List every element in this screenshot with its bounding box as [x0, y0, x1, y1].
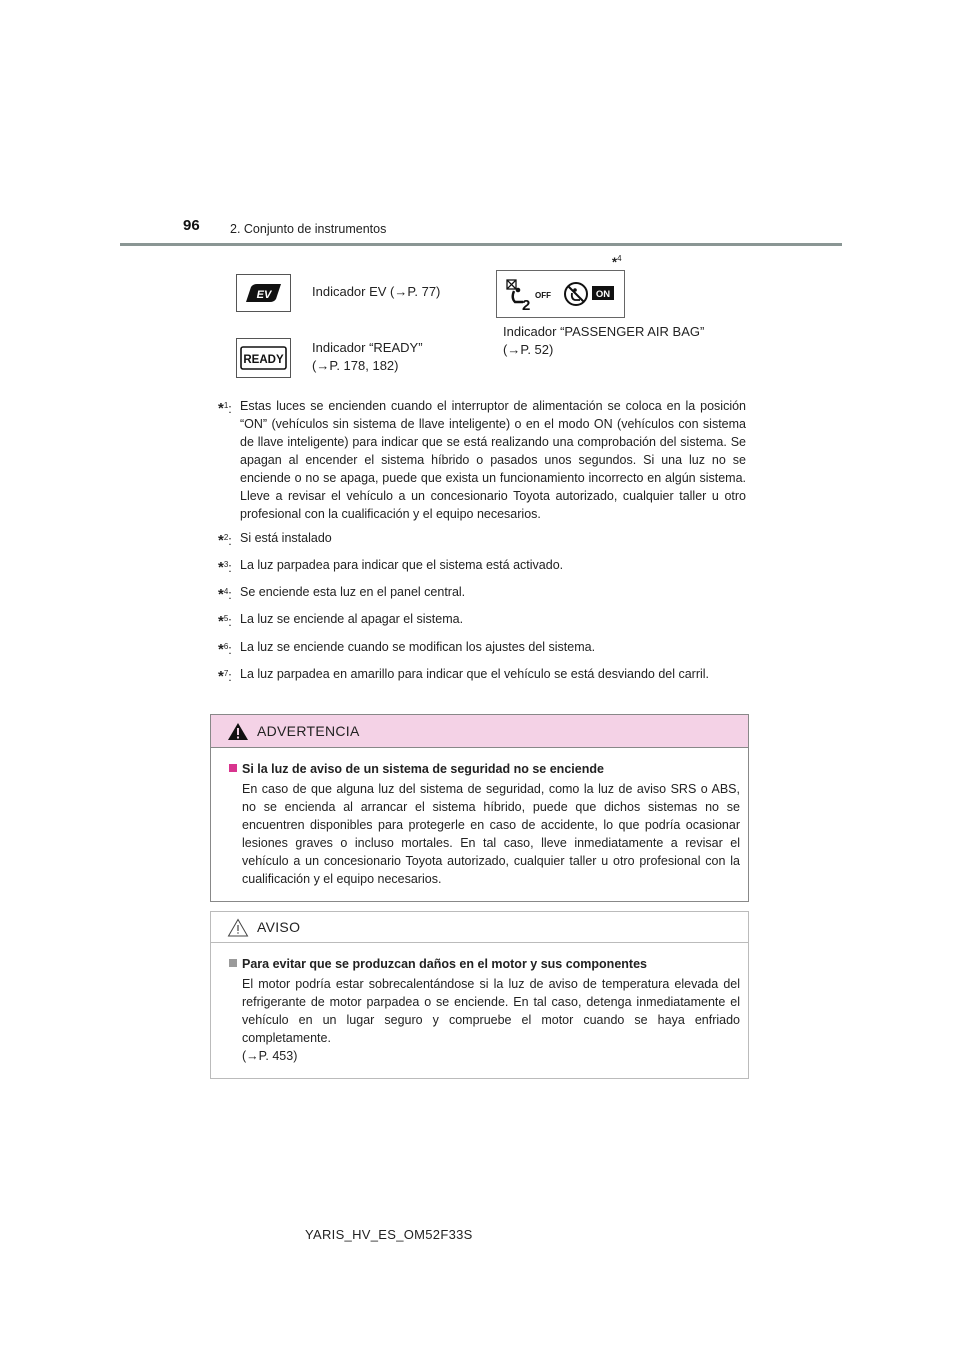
footnote-marker: *$^2$:: [218, 532, 232, 550]
section-title: 2. Conjunto de instrumentos: [230, 222, 387, 236]
ready-indicator-label: [312, 339, 423, 375]
ev-indicator-icon: [236, 274, 291, 312]
footnote: [218, 665, 746, 686]
footnote: [218, 556, 746, 577]
airbag-footnote-marker: *$^4$: [612, 254, 622, 270]
notice-text: El motor podría estar sobrecalentándose si la luz de aviso de temperatura elevada del refrigerante de motor parpadea o se enciende. En tal caso, detenga inmediatamente el vehículo en un lugar seguro y compruebe el motor cuando se haya enfriado completamente.: [242, 977, 740, 1045]
ready-indicator-icon: [236, 338, 291, 378]
footnote: [218, 583, 746, 604]
ready-label-line2: (→P. 178, 182): [312, 358, 399, 373]
footnote-text: La luz se enciende cuando se modifican los ajustes del sistema.: [240, 639, 596, 654]
notice-reference: (→P. 453): [242, 1049, 298, 1063]
bullet-square-icon: [229, 764, 237, 772]
airbag-label-line2: (→P. 52): [503, 342, 554, 357]
notice-triangle-icon: [227, 918, 249, 937]
bullet-square-icon: [229, 959, 237, 967]
footnotes: [218, 397, 746, 692]
footnote: [218, 397, 746, 523]
airbag-on-symbol: [565, 283, 614, 305]
ready-icon-text: READY: [243, 354, 284, 366]
header-rule: [120, 243, 842, 246]
footnote-text: La luz se enciende al apagar el sistema.: [240, 612, 464, 627]
off-label: OFF: [535, 291, 551, 300]
airbag-indicator-label: [503, 323, 704, 359]
warning-header: [211, 715, 748, 748]
warning-box: [210, 714, 749, 902]
notice-heading: Para evitar que se produzcan daños en el motor y sus componentes: [229, 955, 740, 973]
airbag-off-symbol: [507, 280, 551, 314]
footnote-text: Si está instalado: [240, 531, 332, 545]
seat-number: 2: [522, 297, 531, 314]
footnote-marker: *$^7$:: [218, 667, 232, 685]
page-number: 96: [183, 217, 200, 234]
footnote-text: La luz parpadea en amarillo para indicar que el vehículo se está desviando del carril.: [240, 666, 710, 681]
footnote-marker: *$^1$:: [218, 400, 232, 418]
warning-heading: Si la luz de aviso de un sistema de seguridad no se enciende: [229, 760, 740, 778]
footnote-marker: *$^4$:: [218, 586, 232, 604]
airbag-label-line1: Indicador “PASSENGER AIR BAG”: [503, 324, 705, 339]
notice-header: [211, 912, 748, 943]
footnote: [218, 610, 746, 631]
document-code: YARIS_HV_ES_OM52F33S: [305, 1227, 473, 1242]
footnote-text: Se enciende esta luz en el panel central.: [240, 585, 466, 600]
notice-title: AVISO: [257, 919, 301, 935]
footnote: [218, 529, 746, 550]
warning-title: ADVERTENCIA: [257, 723, 360, 739]
ev-icon-text: EV: [256, 289, 272, 301]
footnote-marker: *$^6$:: [218, 640, 232, 658]
footnote-text: Estas luces se encienden cuando el interruptor de alimentación se coloca en la posición “ON” (vehículos sin sistema de llave inteligente) o en el modo ON (vehículos con sistema de llave inteligente) para indicar que se está realizando una comprobación del sistema. Se apagan al encender el sistema híbrido o pasados unos segundos. Si una luz no se enciende o no se apaga, puede que exista un funcionamiento incorrecto en algún sistema. Lleve a revisar el vehículo a un concesionario Toyota autorizado, cualquier taller u otro profesional con la cualificación y el equipo necesarios.: [240, 399, 746, 521]
warning-text: En caso de que alguna luz del sistema de seguridad, como la luz de aviso SRS o ABS, no se encienda al arrancar el sistema híbrido, puede que dichos sistemas no se encuentren disponibles para protegerle en caso de accidente, lo que podría ocasionar lesiones graves o incluso mortales. En tal caso, lleve inmediatamente a revisar el vehículo a un concesionario Toyota autorizado, cualquier taller u otro profesional con la cualificación y el equipo necesarios.: [242, 782, 740, 886]
passenger-airbag-indicator-icon: [496, 270, 625, 318]
footnote-marker: *$^5$:: [218, 613, 232, 631]
footnote-marker: *$^3$:: [218, 559, 232, 577]
ev-indicator-label: Indicador EV (→P. 77): [312, 284, 441, 299]
footnote: [218, 638, 746, 659]
ready-label-line1: Indicador “READY”: [312, 340, 423, 355]
warning-triangle-icon: [227, 722, 249, 741]
on-label: ON: [595, 289, 611, 300]
notice-box: [210, 911, 749, 1079]
footnote-text: La luz parpadea para indicar que el sistema está activado.: [240, 558, 564, 573]
